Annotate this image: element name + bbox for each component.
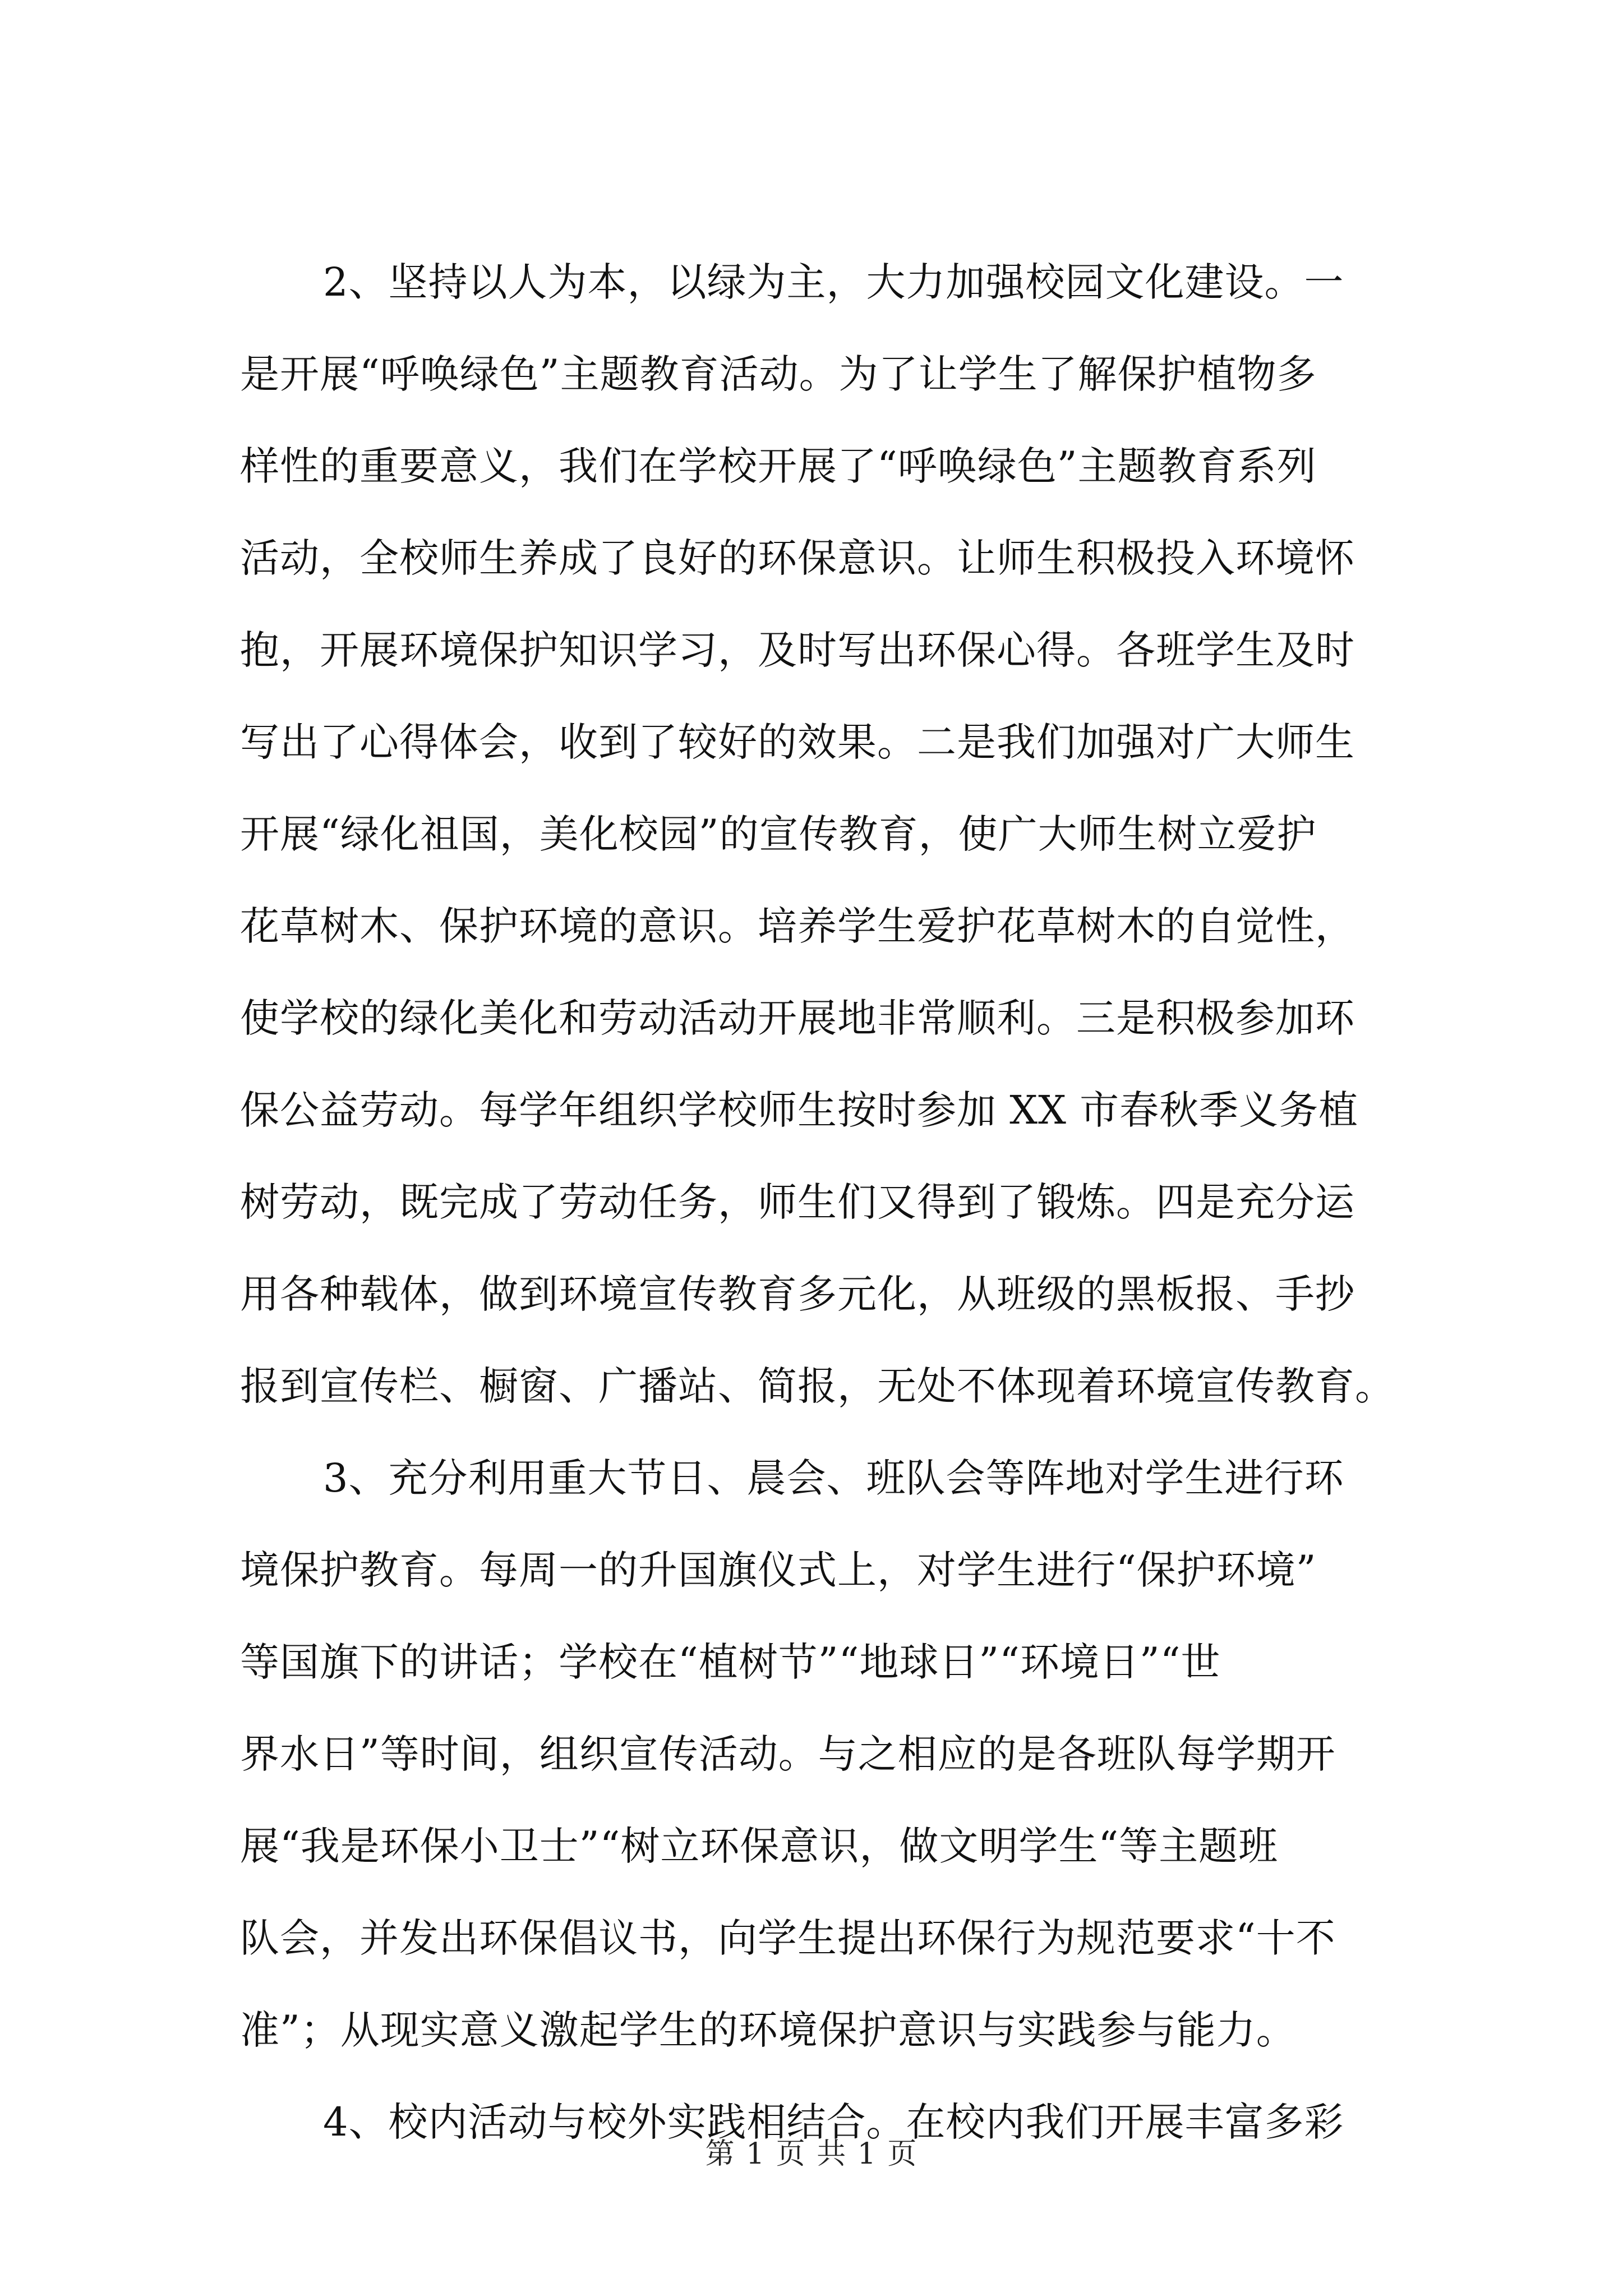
paragraph-2-line-10: 保公益劳动。每学年组织学校师生按时参加 XX 市春秋季义务植 xyxy=(240,1087,1359,1133)
paragraph-2-line-13: 报到宣传栏、橱窗、广播站、简报，无处不体现着环境宣传教育。 xyxy=(240,1363,1395,1409)
paragraph-3-line-6: 队会，并发出环保倡议书，向学生提出环保行为规范要求“十不 xyxy=(240,1915,1336,1961)
paragraph-2-line-11: 树劳动，既完成了劳动任务，师生们又得到了锻炼。四是充分运 xyxy=(240,1179,1355,1225)
paragraph-3-line-5: 展“我是环保小卫士”“树立环保意识，做文明学生“等主题班 xyxy=(240,1823,1279,1869)
paragraph-2-line-5: 抱，开展环境保护知识学习，及时写出环保心得。各班学生及时 xyxy=(240,627,1355,673)
paragraph-2-line-4: 活动，全校师生养成了良好的环保意识。让师生积极投入环境怀 xyxy=(240,535,1355,581)
paragraph-3-line-2: 境保护教育。每周一的升国旗仪式上，对学生进行“保护环境” xyxy=(240,1547,1317,1593)
page-number-footer: 第 1 页 共 1 页 xyxy=(705,2137,918,2171)
paragraph-2-line-8: 花草树木、保护环境的意识。培养学生爱护花草树木的自觉性， xyxy=(240,903,1355,949)
paragraph-2-line-6: 写出了心得体会，收到了较好的效果。二是我们加强对广大师生 xyxy=(240,719,1355,765)
paragraph-2-line-12: 用各种载体，做到环境宣传教育多元化，从班级的黑板报、手抄 xyxy=(240,1271,1355,1317)
paragraph-3-line-4: 界水日”等时间，组织宣传活动。与之相应的是各班队每学期开 xyxy=(240,1731,1336,1777)
paragraph-2-line-2: 是开展“呼唤绿色”主题教育活动。为了让学生了解保护植物多 xyxy=(240,351,1317,397)
paragraph-4-line-1: 4、校内活动与校外实践相结合。在校内我们开展丰富多彩 xyxy=(323,2099,1344,2145)
paragraph-3-line-7: 准”；从现实意义激起学生的环境保护意识与实践参与能力。 xyxy=(240,2007,1296,2053)
paragraph-3-line-1: 3、充分利用重大节日、晨会、班队会等阵地对学生进行环 xyxy=(323,1455,1344,1501)
paragraph-2-line-3: 样性的重要意义，我们在学校开展了“呼唤绿色”主题教育系列 xyxy=(240,443,1317,489)
paragraph-2-line-9: 使学校的绿化美化和劳动活动开展地非常顺利。三是积极参加环 xyxy=(240,995,1355,1041)
paragraph-3-line-3: 等国旗下的讲话；学校在“植树节”“地球日”“环境日”“世 xyxy=(240,1639,1221,1685)
paragraph-2-line-7: 开展“绿化祖国，美化校园”的宣传教育，使广大师生树立爱护 xyxy=(240,811,1317,857)
document-body xyxy=(240,255,1418,2187)
paragraph-2-line-1: 2、坚持以人为本，以绿为主，大力加强校园文化建设。一 xyxy=(323,259,1344,305)
